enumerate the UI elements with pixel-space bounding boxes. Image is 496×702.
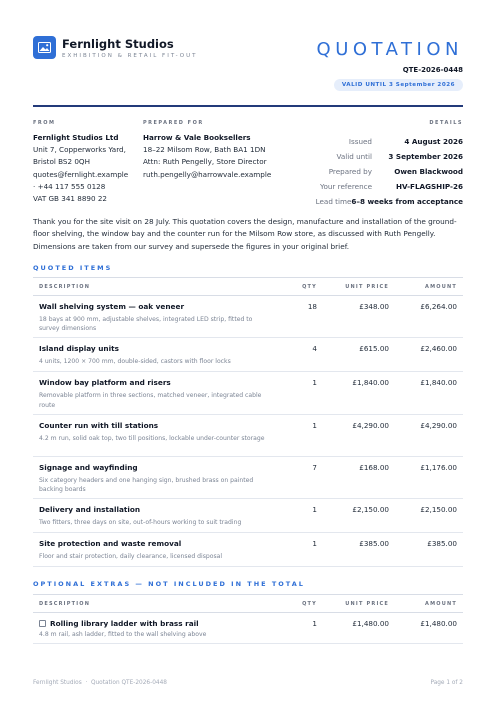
client-email[interactable]: ruth.pengelly@harrowvale.example — [143, 169, 272, 179]
detail-row-lead-time — [293, 194, 463, 209]
image-icon — [38, 38, 51, 57]
item-name: Rolling library ladder with brass rail — [50, 619, 199, 628]
item-description: 18 bays at 900 mm, adjustable shelves, integrated LED strip, fitted to survey dimensions — [39, 316, 253, 333]
item-unit-price: £168.00 — [359, 462, 389, 472]
item-unit-price: £1,840.00 — [352, 378, 389, 388]
detail-row-prepared-by — [293, 164, 463, 179]
detail-row-issued — [293, 134, 463, 149]
table-row — [33, 414, 463, 456]
item-name: Window bay platform and risers — [39, 378, 171, 388]
from-vat: VAT GB 341 8890 22 — [33, 194, 107, 204]
valid-until-badge: VALID UNTIL 3 September 2026 — [334, 79, 463, 91]
item-amount: £2,460.00 — [420, 344, 457, 354]
detail-key: Prepared by — [328, 167, 372, 176]
table-row — [33, 456, 463, 498]
table-row — [33, 372, 463, 414]
client-address: 18–22 Milsom Row, Bath BA1 1DN — [143, 145, 266, 155]
column-header-amount: AMOUNT — [395, 278, 463, 296]
item-unit-price: £615.00 — [359, 344, 389, 354]
item-name: Delivery and installation — [39, 505, 141, 515]
item-amount: £6,264.00 — [420, 302, 457, 311]
optional-extras-table — [33, 594, 463, 644]
item-unit-price: £348.00 — [359, 302, 389, 311]
detail-key: Lead time — [315, 197, 352, 206]
from-block — [33, 120, 138, 205]
item-description: Two fitters, three days on site, out-of-hours working to suit trading — [39, 519, 242, 527]
table-header-row — [33, 278, 463, 296]
prepared-for-block — [143, 120, 283, 181]
column-header-qty: QTY — [273, 278, 323, 296]
client-name: Harrow & Vale Booksellers — [143, 133, 251, 142]
table-row — [33, 613, 463, 644]
column-header-qty: QTY — [273, 595, 323, 613]
item-amount: £4,290.00 — [420, 420, 457, 430]
prepared-for-label: PREPARED FOR — [143, 120, 204, 126]
item-description: Floor and stair protection, daily clearance, licensed disposal — [39, 553, 223, 561]
company-tagline: EXHIBITION & RETAIL FIT-OUT — [62, 53, 198, 59]
details-label: DETAILS — [429, 120, 463, 126]
item-name: Site protection and waste removal — [39, 539, 182, 549]
document-title: QUOTATION — [316, 39, 463, 60]
item-qty: 1 — [312, 378, 317, 388]
from-address-line: Bristol BS2 0QH — [33, 157, 90, 167]
detail-key: Valid until — [336, 152, 372, 161]
quoted-items-title: QUOTED ITEMS — [33, 264, 113, 272]
column-header-description: DESCRIPTION — [33, 278, 273, 296]
item-qty: 18 — [307, 302, 317, 311]
quoted-items-table — [33, 277, 463, 567]
detail-value: HV-FLAGSHIP-26 — [396, 182, 463, 191]
item-name: Wall shelving system — oak veneer — [39, 302, 185, 311]
detail-value: 4 August 2026 — [404, 137, 463, 146]
document-header — [33, 35, 463, 95]
table-row — [33, 338, 463, 372]
company-name: Fernlight Studios — [62, 37, 174, 51]
table-header-row — [33, 595, 463, 613]
item-name: Signage and wayfinding — [39, 462, 138, 472]
extra-select-checkbox[interactable] — [39, 620, 46, 627]
detail-value: Owen Blackwood — [394, 167, 463, 176]
item-qty: 4 — [312, 344, 317, 354]
item-description: 4.8 m rail, ash ladder, fitted to the wall shelving above — [39, 631, 207, 638]
optional-extras-title: OPTIONAL EXTRAS — NOT INCLUDED IN THE TOTAL — [33, 580, 305, 588]
intro-paragraph: Thank you for the site visit on 28 July. This quotation covers the design, manufacture and installation of the ground-floor shelving, the window bay and the counter run for the Milsom Row store, as discussed with Ruth Pengelly. Dimensions are taken from our survey and supersede the figures in your original brief. — [33, 217, 457, 251]
item-unit-price: £4,290.00 — [352, 420, 389, 430]
from-label: FROM — [33, 120, 56, 126]
footer-left: Fernlight Studios · Quotation QTE-2026-0448 — [33, 680, 167, 686]
item-qty: 1 — [312, 539, 317, 549]
item-name: Counter run with till stations — [39, 420, 159, 430]
detail-value: 6–8 weeks from acceptance — [351, 197, 463, 206]
table-row — [33, 533, 463, 567]
item-unit-price: £1,480.00 — [352, 619, 389, 628]
detail-key: Your reference — [320, 182, 372, 191]
item-amount: £385.00 — [427, 539, 457, 549]
company-logo — [33, 36, 56, 59]
item-description: 4 units, 1200 × 700 mm, double-sided, castors with floor locks — [39, 358, 231, 366]
details-block — [293, 120, 463, 209]
item-qty: 1 — [312, 505, 317, 515]
item-amount: £1,176.00 — [420, 462, 457, 472]
item-unit-price: £2,150.00 — [352, 505, 389, 515]
from-phone: · +44 117 555 0128 — [33, 181, 106, 191]
detail-key: Issued — [348, 137, 372, 146]
table-row — [33, 499, 463, 533]
client-attention: Attn: Ruth Pengelly, Store Director — [143, 157, 267, 167]
column-header-unit-price: UNIT PRICE — [323, 595, 395, 613]
from-name: Fernlight Studios Ltd — [33, 133, 119, 142]
item-qty: 1 — [312, 619, 317, 628]
column-header-amount: AMOUNT — [395, 595, 463, 613]
detail-value: 3 September 2026 — [388, 152, 463, 161]
item-qty: 7 — [312, 462, 317, 472]
item-name: Island display units — [39, 344, 119, 354]
item-amount: £1,840.00 — [420, 378, 457, 388]
detail-row-reference — [293, 179, 463, 194]
page-number: Page 1 of 2 — [430, 680, 463, 686]
item-unit-price: £385.00 — [359, 539, 389, 549]
from-address-line: Unit 7, Copperworks Yard, — [33, 145, 126, 155]
item-description: 4.2 m run, solid oak top, two till positions, lockable under-counter storage — [39, 434, 265, 442]
item-description: Six category headers and one hanging sign, brushed brass on painted backing boards — [39, 476, 254, 494]
column-header-unit-price: UNIT PRICE — [323, 278, 395, 296]
item-amount: £2,150.00 — [420, 505, 457, 515]
detail-row-valid-until — [293, 149, 463, 164]
item-qty: 1 — [312, 420, 317, 430]
item-amount: £1,480.00 — [420, 619, 457, 628]
column-header-description: DESCRIPTION — [33, 595, 273, 613]
header-divider — [33, 105, 463, 107]
item-description: Removable platform in three sections, matched veneer, integrated cable route — [39, 392, 262, 409]
quote-number: QTE-2026-0448 — [402, 66, 463, 74]
footer-brand: Fernlight Studios — [33, 680, 82, 686]
from-email[interactable]: quotes@fernlight.example — [33, 169, 129, 179]
table-row — [33, 296, 463, 338]
footer-reference: Quotation QTE-2026-0448 — [90, 680, 167, 686]
